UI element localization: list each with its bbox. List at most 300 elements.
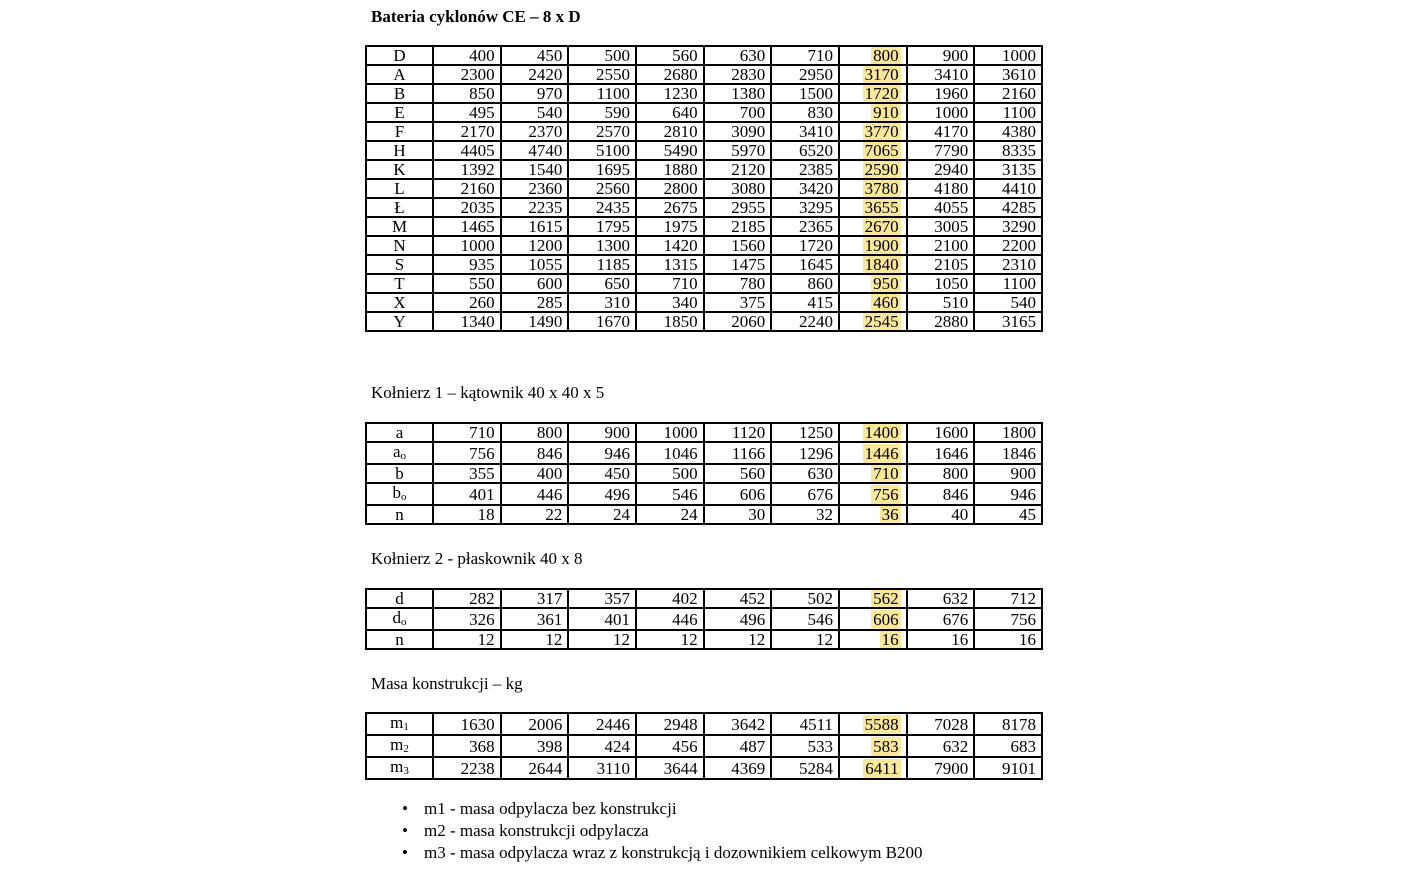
cell-value: 2810 xyxy=(663,122,698,141)
table-cell xyxy=(907,735,975,757)
cell-value: 355 xyxy=(469,464,495,483)
table-cell xyxy=(704,423,772,442)
cell-value: 2310 xyxy=(1002,255,1036,274)
table-cell xyxy=(636,103,704,122)
cell-value: 282 xyxy=(469,589,495,608)
cell-value: 452 xyxy=(739,589,766,608)
mass-table xyxy=(365,712,1043,780)
table-cell xyxy=(974,713,1042,735)
row-label-subscript: 3 xyxy=(403,765,409,777)
table-cell xyxy=(839,713,907,735)
cell-value: 1200 xyxy=(528,236,563,255)
table-cell xyxy=(568,179,636,198)
table-cell xyxy=(568,464,636,483)
cell-value: 606 xyxy=(739,484,766,504)
table-cell xyxy=(636,608,704,630)
table-cell xyxy=(839,122,907,141)
table-cell xyxy=(704,589,772,608)
cell-value: 683 xyxy=(1010,736,1036,756)
cell-value: 780 xyxy=(739,274,766,293)
table-cell xyxy=(839,274,907,293)
table-cell xyxy=(433,274,501,293)
cell-value: 2300 xyxy=(460,65,495,84)
cell-value: 24 xyxy=(680,505,698,524)
table-cell xyxy=(501,423,569,442)
table-row xyxy=(366,630,1042,649)
table-cell xyxy=(501,483,569,505)
cell-value: 1166 xyxy=(731,443,766,463)
cell-value: 1615 xyxy=(528,217,563,236)
cell-value: 361 xyxy=(536,609,563,629)
table-cell xyxy=(501,608,569,630)
table-cell xyxy=(839,293,907,312)
table-cell xyxy=(501,274,569,293)
cell-value: 830 xyxy=(807,103,833,122)
cell-value: 3610 xyxy=(1002,65,1036,84)
table-cell xyxy=(568,589,636,608)
table-cell xyxy=(501,198,569,217)
table-cell xyxy=(907,713,975,735)
table-row xyxy=(366,757,1042,779)
cell-value: 1185 xyxy=(596,255,630,274)
table-cell xyxy=(636,757,704,779)
table-cell xyxy=(974,160,1042,179)
row-label-text: a xyxy=(395,423,404,442)
flange1-table xyxy=(365,422,1043,525)
table-cell xyxy=(704,274,772,293)
cell-value: 1840 xyxy=(864,255,899,274)
table-row xyxy=(366,46,1042,65)
cell-value: 2950 xyxy=(798,65,833,84)
cell-value: 846 xyxy=(536,443,563,463)
table-cell xyxy=(433,312,501,331)
table-row xyxy=(366,236,1042,255)
table-cell xyxy=(568,46,636,65)
table-row xyxy=(366,65,1042,84)
table-cell xyxy=(636,65,704,84)
cell-value: 2955 xyxy=(731,198,766,217)
cell-value: 1100 xyxy=(596,84,630,103)
table-row xyxy=(366,122,1042,141)
table-cell xyxy=(907,65,975,84)
cell-value: 12 xyxy=(815,630,833,649)
cell-value: 310 xyxy=(604,293,630,312)
table-cell xyxy=(501,84,569,103)
cell-value: 30 xyxy=(748,505,766,524)
table-cell xyxy=(704,179,772,198)
cell-value: 401 xyxy=(469,484,495,504)
row-label-text: F xyxy=(394,122,405,141)
cell-value: 510 xyxy=(942,293,969,312)
row-label xyxy=(366,630,433,649)
cell-value: 446 xyxy=(536,484,563,504)
table-cell xyxy=(839,198,907,217)
cell-value: 3780 xyxy=(864,179,899,198)
table-cell xyxy=(907,483,975,505)
cell-value: 3770 xyxy=(864,122,899,141)
cell-value: 317 xyxy=(536,589,563,608)
row-label-subscript: o xyxy=(401,616,407,628)
cell-value: 3410 xyxy=(798,122,833,141)
table-cell xyxy=(771,589,839,608)
table-cell xyxy=(501,141,569,160)
table-cell xyxy=(839,217,907,236)
table-cell xyxy=(839,608,907,630)
flange2-heading: Kołnierz 2 - płaskownik 40 x 8 xyxy=(371,549,583,568)
table-cell xyxy=(907,160,975,179)
document-title: Bateria cyklonów CE – 8 x D xyxy=(371,7,581,26)
table-cell xyxy=(568,505,636,524)
cell-value: 2200 xyxy=(1002,236,1036,255)
cell-value: 546 xyxy=(807,609,833,629)
cell-value: 424 xyxy=(604,736,630,756)
table-cell xyxy=(568,608,636,630)
table-row xyxy=(366,103,1042,122)
cell-value: 496 xyxy=(604,484,630,504)
table-cell xyxy=(433,255,501,274)
cell-value: 756 xyxy=(873,484,899,504)
row-label-subscript: 1 xyxy=(403,721,409,733)
table-cell xyxy=(636,423,704,442)
cell-value: 5100 xyxy=(595,141,630,160)
cell-value: 1380 xyxy=(731,84,766,103)
cell-value: 400 xyxy=(469,46,495,65)
table-cell xyxy=(974,442,1042,464)
cell-value: 2060 xyxy=(731,312,766,331)
cell-value: 632 xyxy=(942,589,969,608)
table-cell xyxy=(704,608,772,630)
cell-value: 1960 xyxy=(934,84,969,103)
table-cell xyxy=(433,757,501,779)
table-cell xyxy=(974,65,1042,84)
table-cell xyxy=(704,122,772,141)
row-label xyxy=(366,122,433,141)
table-row xyxy=(366,713,1042,735)
table-cell xyxy=(974,141,1042,160)
table-cell xyxy=(636,179,704,198)
table-row xyxy=(366,274,1042,293)
cell-value: 1000 xyxy=(934,103,969,122)
table-cell xyxy=(704,46,772,65)
cell-value: 7900 xyxy=(934,758,969,778)
row-label xyxy=(366,198,433,217)
row-label-text: A xyxy=(393,65,406,84)
table-cell xyxy=(907,423,975,442)
cell-value: 1340 xyxy=(460,312,495,331)
cell-value: 8178 xyxy=(1002,714,1036,734)
cell-value: 2570 xyxy=(595,122,630,141)
cell-value: 2644 xyxy=(528,758,563,778)
table-cell xyxy=(433,423,501,442)
list-item xyxy=(402,842,923,864)
cell-value: 910 xyxy=(873,103,899,122)
cell-value: 4055 xyxy=(934,198,969,217)
table-cell xyxy=(636,46,704,65)
cell-value: 2365 xyxy=(798,217,833,236)
table-cell xyxy=(907,255,975,274)
cell-value: 710 xyxy=(672,274,698,293)
table-cell xyxy=(568,103,636,122)
table-cell xyxy=(433,103,501,122)
table-cell xyxy=(501,46,569,65)
row-label-subscript: o xyxy=(401,491,407,503)
table-cell xyxy=(568,198,636,217)
table-cell xyxy=(907,122,975,141)
cell-value: 946 xyxy=(1010,484,1036,504)
table-cell xyxy=(704,217,772,236)
row-label-text: a xyxy=(392,442,401,461)
table-row xyxy=(366,442,1042,464)
cell-value: 375 xyxy=(739,293,766,312)
row-label xyxy=(366,442,433,464)
cell-value: 3655 xyxy=(864,198,899,217)
table-cell xyxy=(704,255,772,274)
table-cell xyxy=(636,255,704,274)
row-label xyxy=(366,589,433,608)
bullet-icon: • xyxy=(402,821,408,840)
table-cell xyxy=(501,589,569,608)
table-cell xyxy=(704,312,772,331)
table-cell xyxy=(907,589,975,608)
table-row xyxy=(366,217,1042,236)
row-label xyxy=(366,46,433,65)
cell-value: 1670 xyxy=(595,312,630,331)
table-row xyxy=(366,179,1042,198)
table-cell xyxy=(839,505,907,524)
cell-value: 756 xyxy=(469,443,495,463)
table-cell xyxy=(704,735,772,757)
cell-value: 846 xyxy=(942,484,969,504)
cell-value: 640 xyxy=(672,103,698,122)
table-cell xyxy=(974,255,1042,274)
row-label-text: D xyxy=(393,46,406,65)
row-label xyxy=(366,236,433,255)
row-label xyxy=(366,103,433,122)
table-cell xyxy=(636,274,704,293)
cell-value: 1900 xyxy=(864,236,899,255)
table-cell xyxy=(636,630,704,649)
cell-value: 2235 xyxy=(528,198,563,217)
row-label-text: L xyxy=(394,179,405,198)
cell-value: 357 xyxy=(604,589,630,608)
cell-value: 4170 xyxy=(934,122,969,141)
cell-value: 1300 xyxy=(595,236,630,255)
note-text: m1 - masa odpylacza bez konstrukcji xyxy=(424,799,677,818)
table-cell xyxy=(568,274,636,293)
table-cell xyxy=(568,735,636,757)
table-cell xyxy=(839,160,907,179)
cell-value: 4180 xyxy=(934,179,969,198)
table-row xyxy=(366,483,1042,505)
table-cell xyxy=(974,122,1042,141)
table-cell xyxy=(907,312,975,331)
table-cell xyxy=(636,122,704,141)
cell-value: 18 xyxy=(477,505,495,524)
cell-value: 2545 xyxy=(864,312,899,331)
row-label xyxy=(366,757,433,779)
table-row xyxy=(366,735,1042,757)
cell-value: 460 xyxy=(873,293,899,312)
table-cell xyxy=(974,217,1042,236)
table-cell xyxy=(771,141,839,160)
cell-value: 4410 xyxy=(1002,179,1036,198)
table-cell xyxy=(636,84,704,103)
row-label xyxy=(366,293,433,312)
table-cell xyxy=(501,713,569,735)
table-cell xyxy=(907,236,975,255)
table-cell xyxy=(704,713,772,735)
table-cell xyxy=(907,630,975,649)
table-cell xyxy=(771,65,839,84)
row-label-text: H xyxy=(393,141,406,160)
table-cell xyxy=(771,84,839,103)
cell-value: 340 xyxy=(672,293,698,312)
cell-value: 32 xyxy=(815,505,833,524)
row-label xyxy=(366,312,433,331)
cell-value: 712 xyxy=(1010,589,1036,608)
row-label-text: m xyxy=(390,757,404,776)
cell-value: 45 xyxy=(1019,505,1036,524)
cell-value: 22 xyxy=(545,505,563,524)
cell-value: 2800 xyxy=(663,179,698,198)
table-row xyxy=(366,255,1042,274)
cell-value: 1400 xyxy=(864,423,899,442)
table-row xyxy=(366,608,1042,630)
cell-value: 2035 xyxy=(460,198,495,217)
cell-value: 2560 xyxy=(595,179,630,198)
cell-value: 1055 xyxy=(528,255,563,274)
cell-value: 533 xyxy=(807,736,833,756)
table-cell xyxy=(636,236,704,255)
table-cell xyxy=(704,464,772,483)
cell-value: 5284 xyxy=(798,758,833,778)
bullet-icon: • xyxy=(402,843,408,862)
cell-value: 1795 xyxy=(595,217,630,236)
cell-value: 3170 xyxy=(864,65,899,84)
cell-value: 1392 xyxy=(460,160,495,179)
list-item xyxy=(402,798,923,820)
cell-value: 1695 xyxy=(595,160,630,179)
cell-value: 12 xyxy=(748,630,766,649)
row-label xyxy=(366,274,433,293)
table-cell xyxy=(501,103,569,122)
table-cell xyxy=(433,65,501,84)
table-cell xyxy=(568,122,636,141)
table-cell xyxy=(771,483,839,505)
table-cell xyxy=(974,757,1042,779)
row-label-text: Y xyxy=(393,312,406,331)
table-cell xyxy=(907,274,975,293)
bullet-icon: • xyxy=(402,799,408,818)
table-cell xyxy=(907,198,975,217)
table-cell xyxy=(501,217,569,236)
cell-value: 1050 xyxy=(934,274,969,293)
row-label-text: X xyxy=(393,293,406,312)
table-cell xyxy=(771,442,839,464)
table-cell xyxy=(907,505,975,524)
cell-value: 4405 xyxy=(460,141,495,160)
row-label-text: b xyxy=(395,464,404,483)
cell-value: 3165 xyxy=(1002,312,1036,331)
table-cell xyxy=(839,141,907,160)
table-cell xyxy=(974,84,1042,103)
cell-value: 6520 xyxy=(798,141,833,160)
list-item xyxy=(402,820,923,842)
cell-value: 1850 xyxy=(663,312,698,331)
cell-value: 450 xyxy=(604,464,630,483)
table-cell xyxy=(568,757,636,779)
table-cell xyxy=(704,236,772,255)
table-cell xyxy=(704,160,772,179)
cell-value: 710 xyxy=(873,464,899,483)
cell-value: 285 xyxy=(536,293,563,312)
cell-value: 40 xyxy=(951,505,969,524)
table-cell xyxy=(974,589,1042,608)
cell-value: 16 xyxy=(951,630,969,649)
table-cell xyxy=(433,141,501,160)
cell-value: 2238 xyxy=(460,758,495,778)
table-cell xyxy=(839,65,907,84)
table-cell xyxy=(974,198,1042,217)
cell-value: 546 xyxy=(672,484,698,504)
cell-value: 550 xyxy=(469,274,495,293)
cell-value: 1420 xyxy=(663,236,698,255)
flange2-table xyxy=(365,588,1043,650)
cell-value: 4740 xyxy=(528,141,563,160)
table-cell xyxy=(974,630,1042,649)
mass-heading: Masa konstrukcji – kg xyxy=(371,674,523,693)
cell-value: 3005 xyxy=(934,217,969,236)
cell-value: 3644 xyxy=(663,758,698,778)
cell-value: 1230 xyxy=(663,84,698,103)
cell-value: 7065 xyxy=(864,141,899,160)
table-cell xyxy=(839,236,907,255)
table-cell xyxy=(501,757,569,779)
table-cell xyxy=(433,505,501,524)
cell-value: 700 xyxy=(739,103,766,122)
cell-value: 2105 xyxy=(934,255,969,274)
table-cell xyxy=(704,757,772,779)
cell-value: 3110 xyxy=(596,758,630,778)
table-cell xyxy=(636,589,704,608)
table-cell xyxy=(433,236,501,255)
cell-value: 2680 xyxy=(663,65,698,84)
row-label xyxy=(366,255,433,274)
cell-value: 590 xyxy=(604,103,630,122)
cell-value: 900 xyxy=(1010,464,1036,483)
cell-value: 2120 xyxy=(731,160,766,179)
cell-value: 2590 xyxy=(864,160,899,179)
table-cell xyxy=(433,84,501,103)
table-cell xyxy=(568,713,636,735)
row-label xyxy=(366,179,433,198)
table-cell xyxy=(433,483,501,505)
cell-value: 487 xyxy=(739,736,766,756)
table-cell xyxy=(501,236,569,255)
cell-value: 900 xyxy=(942,46,969,65)
cell-value: 415 xyxy=(807,293,833,312)
table-cell xyxy=(636,141,704,160)
cell-value: 1560 xyxy=(731,236,766,255)
cell-value: 5588 xyxy=(864,714,899,734)
cell-value: 1446 xyxy=(864,443,899,463)
cell-value: 935 xyxy=(469,255,495,274)
cell-value: 676 xyxy=(942,609,969,629)
cell-value: 1880 xyxy=(663,160,698,179)
cell-value: 1645 xyxy=(798,255,833,274)
table-cell xyxy=(974,103,1042,122)
cell-value: 12 xyxy=(612,630,630,649)
